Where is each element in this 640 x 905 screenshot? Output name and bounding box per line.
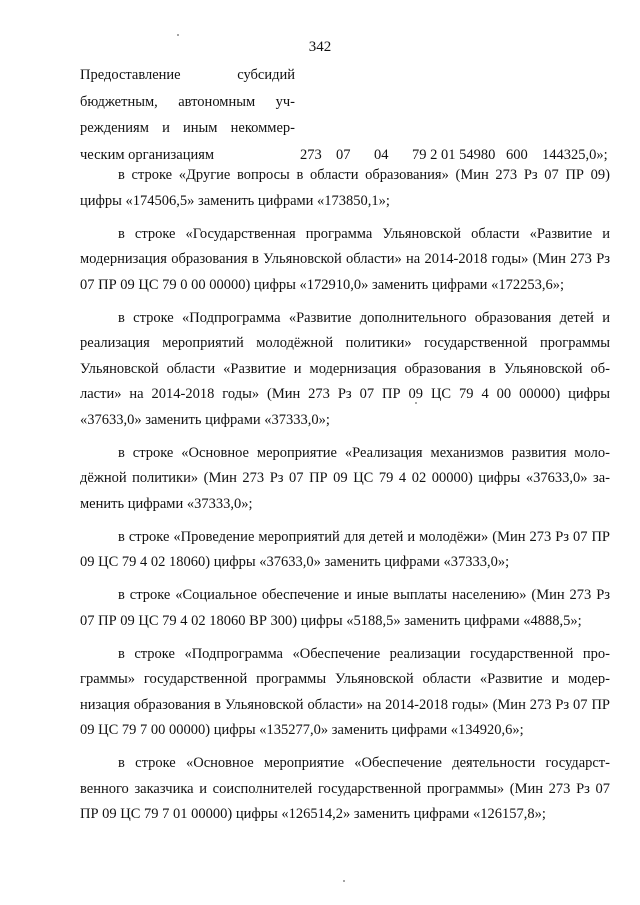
amendment-paragraph: в строке «Подпрограмма «Развитие дополнительного образования детей и реализация мероприятий молодёжной политики» государственной программы Ульяновской области «Развитие и модернизация образования в Ульяновской области» на 2014-2018 годы» (Мин 273 Рз 07 ПР 09 ЦС 79 4 00 00000) цифры «37633,0» заменить цифрами «37333,0»; — [80, 309, 610, 428]
scan-speck — [177, 34, 179, 36]
code-min: 273 — [300, 146, 322, 163]
row-label-line: бюджетным, автономным уч- — [80, 93, 295, 110]
scan-speck — [415, 402, 417, 404]
code-rz: 07 — [336, 146, 351, 163]
code-vr: 600 — [506, 146, 528, 163]
code-sum: 144325,0»; — [542, 146, 608, 163]
code-cs: 79 2 01 54980 — [412, 146, 496, 163]
amendment-paragraph: в строке «Другие вопросы в области образования» (Мин 273 Рз 07 ПР 09) цифры «174506,5» заменить цифрами «173850,1»; — [80, 167, 610, 209]
row-label-line: Предоставление субсидий — [80, 67, 295, 83]
page-number: 342 — [308, 39, 332, 55]
row-label-line: реждениям и иным некоммер- — [80, 120, 295, 136]
budget-table-row — [80, 62, 610, 162]
row-label — [80, 62, 295, 168]
amendment-text — [80, 163, 610, 835]
row-label-line: ческим организациям — [80, 146, 215, 163]
code-pr: 04 — [374, 146, 389, 163]
amendment-paragraph: в строке «Подпрограмма «Обеспечение реализации государственной программы» государственной программы Ульяновской области «Развитие и модернизация образования в Ульяновской области» на 2014-2018 годы» (Мин 273 Рз 07 ПР 09 ЦС 79 7 00 00000) цифры «135277,0» заменить цифрами «134920,6»; — [80, 645, 610, 738]
amendment-paragraph: в строке «Основное мероприятие «Обеспечение деятельности государственного заказчика и соисполнителей государственной программы» (Мин 273 Рз 07 ПР 09 ЦС 79 7 01 00000) цифры «126514,2» заменить цифрами «126157,8»; — [80, 755, 610, 822]
amendment-paragraph: в строке «Социальное обеспечение и иные выплаты населению» (Мин 273 Рз 07 ПР 09 ЦС 79 4 02 18060 ВР 300) цифры «5188,5» заменить цифрами «4888,5»; — [80, 587, 610, 629]
scan-speck — [343, 880, 345, 882]
amendment-paragraph: в строке «Государственная программа Ульяновской области «Развитие и модернизация образования в Ульяновской области» на 2014-2018 годы» (Мин 273 Рз 07 ПР 09 ЦС 79 0 00 00000) цифры «172910,0» заменить цифрами «172253,6»; — [80, 225, 610, 293]
amendment-paragraph: в строке «Проведение мероприятий для детей и молодёжи» (Мин 273 Рз 07 ПР 09 ЦС 79 4 02 18060) цифры «37633,0» заменить цифрами «37333,0»; — [80, 528, 610, 570]
amendment-paragraph: в строке «Основное мероприятие «Реализация механизмов развития молодёжной политики» (Мин 273 Рз 07 ПР 09 ЦС 79 4 02 00000) цифры «37633,0» заменить цифрами «37333,0»; — [80, 444, 610, 512]
